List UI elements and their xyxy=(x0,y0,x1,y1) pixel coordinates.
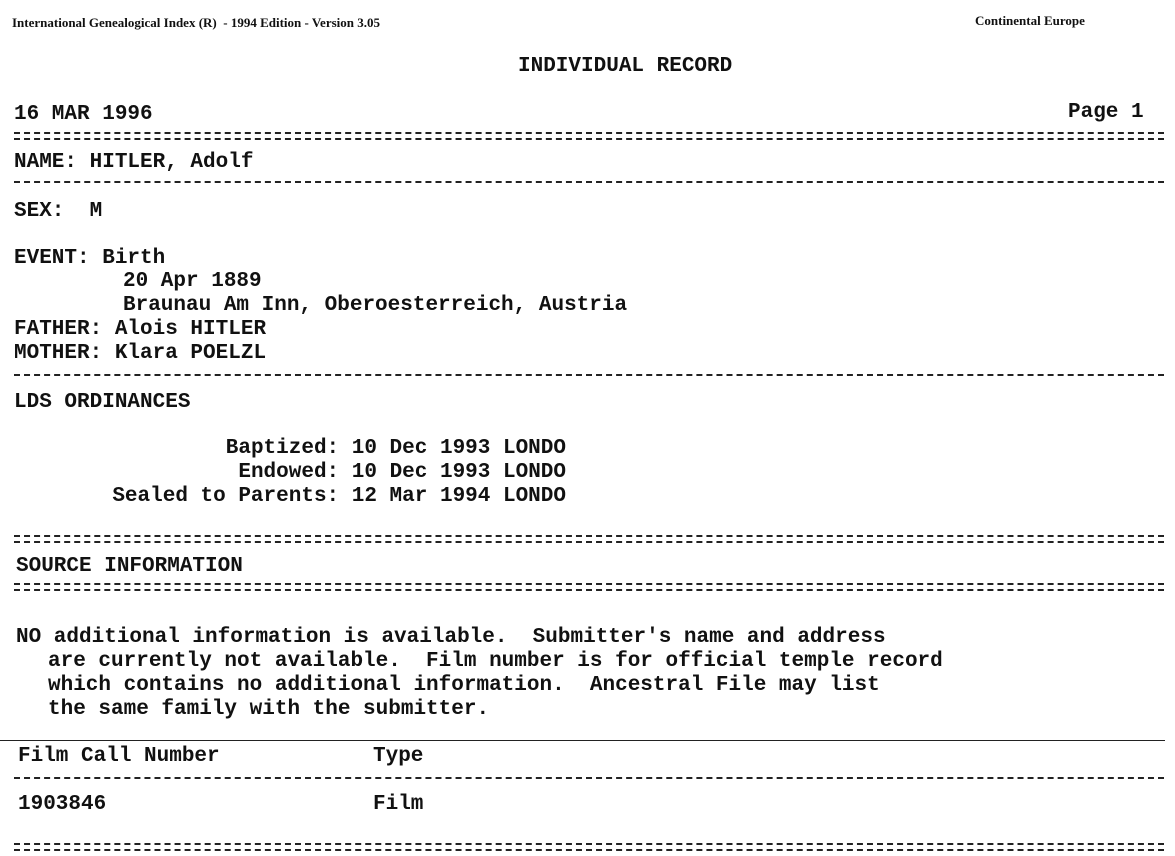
sealed-line: Sealed to Parents: 12 Mar 1994 LONDO xyxy=(112,485,566,508)
index-title: International Genealogical Index (R) - 1994 Edition - Version 3.05 xyxy=(12,15,380,30)
type-header: Type xyxy=(373,745,424,768)
region-label: Continental Europe xyxy=(975,13,1085,28)
event-date: 20 Apr 1889 xyxy=(123,270,262,293)
source-heading: SOURCE INFORMATION xyxy=(16,555,243,578)
film-call-number-header: Film Call Number xyxy=(18,745,220,768)
event-place: Braunau Am Inn, Oberoesterreich, Austria xyxy=(123,294,628,317)
ordinances-heading: LDS ORDINANCES xyxy=(14,391,191,414)
double-rule xyxy=(14,843,1164,851)
source-text-line: which contains no additional information. Ancestral File may list xyxy=(48,674,880,697)
page-title: INDIVIDUAL RECORD xyxy=(518,55,733,78)
father-line: FATHER: Alois HITLER xyxy=(14,318,267,341)
sex-line: SEX: M xyxy=(14,200,103,223)
source-text-line: the same family with the submitter. xyxy=(48,698,490,721)
report-date: 16 MAR 1996 xyxy=(14,103,153,126)
baptized-line: Baptized: 10 Dec 1993 LONDO xyxy=(225,437,566,460)
source-text-line: NO additional information is available. Submitter's name and address xyxy=(16,626,886,649)
page-number: Page 1 xyxy=(1068,101,1144,124)
double-rule xyxy=(14,535,1164,543)
endowed-line: Endowed: 10 Dec 1993 LONDO xyxy=(238,461,566,484)
dashed-rule xyxy=(14,374,1164,376)
table-top-rule xyxy=(0,740,1165,741)
event-label: EVENT: Birth xyxy=(14,247,166,270)
double-rule xyxy=(14,132,1164,140)
source-text-line: are currently not available. Film number is for official temple record xyxy=(48,650,943,673)
film-type-cell: Film xyxy=(373,793,424,816)
double-rule xyxy=(14,583,1164,591)
dashed-rule xyxy=(14,181,1164,183)
mother-line: MOTHER: Klara POELZL xyxy=(14,342,267,365)
film-number-cell: 1903846 xyxy=(18,793,107,816)
dashed-rule xyxy=(14,777,1164,779)
name-line: NAME: HITLER, Adolf xyxy=(14,151,254,174)
